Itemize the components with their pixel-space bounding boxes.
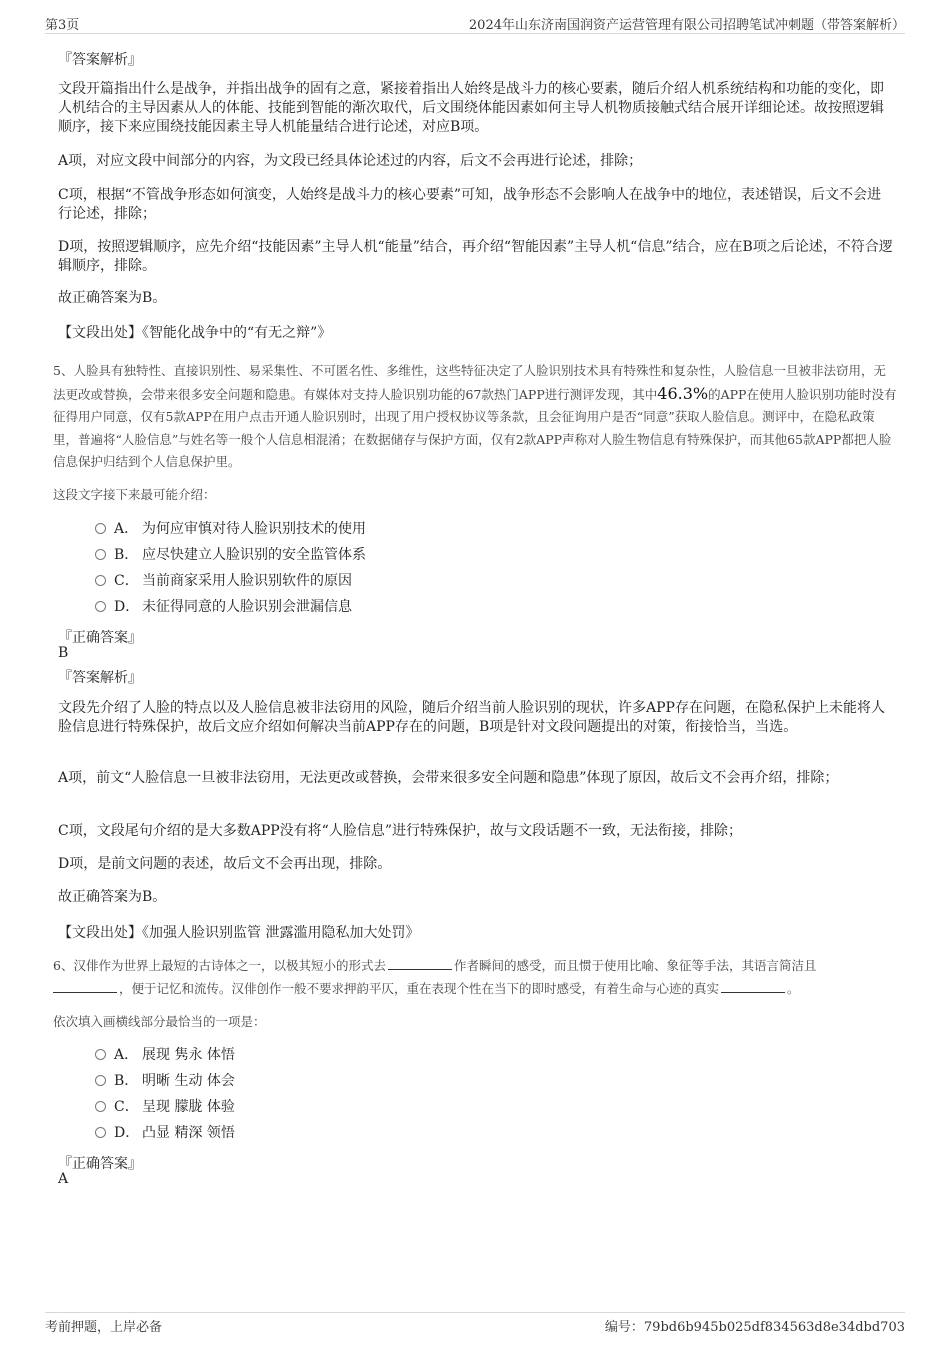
correct-answer-label: 『正确答案』 — [58, 630, 142, 646]
option-text: 展现 隽永 体悟 — [142, 1047, 235, 1063]
option-a[interactable] — [95, 1045, 235, 1065]
radio-icon[interactable] — [95, 523, 106, 534]
radio-icon[interactable] — [95, 1101, 106, 1112]
radio-icon[interactable] — [95, 601, 106, 612]
analysis-paragraph: C项，根据“不管战争形态如何演变，人始终是战斗力的核心要素”可知，战争形态不会影响人在战争中的地位，表述错误，后文不会进行论述，排除； — [58, 187, 882, 222]
analysis-paragraph: 文段先介绍了人脸的特点以及人脸信息被非法窃用的风险，随后介绍当前人脸识别的现状，许多APP存在问题，在隐私保护上未能将人脸信息进行特殊保护，故后文应介绍如何解决当前APP存在的问题，B项是针对文段问题提出的对策，衔接恰当，当选。 — [58, 700, 885, 735]
question-6-text-part: 6、汉俳作为世界上最短的古诗体之一，以极其短小的形式去 — [53, 958, 386, 973]
option-letter: D． — [114, 1125, 140, 1141]
fill-blank-1 — [388, 957, 452, 970]
document-title: 2024年山东济南国润资产运营管理有限公司招聘笔试冲刺题（带答案解析） — [468, 18, 905, 33]
option-text: 呈现 朦胧 体验 — [142, 1099, 235, 1115]
source-citation: 【文段出处】《加强人脸识别监管 泄露滥用隐私加大处罚》 — [58, 925, 420, 941]
question-6-text-part: 作者瞬间的感受，而且惯于使用比喻、象征等手法，其语言简洁且 — [453, 958, 817, 973]
option-c[interactable] — [95, 1097, 235, 1117]
question-5-text — [53, 360, 898, 474]
option-text: 凸显 精深 领悟 — [142, 1125, 235, 1141]
footer-slogan: 考前押题，上岸必备 — [45, 1320, 163, 1335]
radio-icon[interactable] — [95, 1075, 106, 1086]
option-c[interactable] — [95, 571, 352, 591]
option-text: 当前商家采用人脸识别软件的原因 — [142, 573, 352, 589]
analysis-paragraph: D项，按照逻辑顺序，应先介绍“技能因素”主导人机“能量”结合，再介绍“智能因素”主导人机“信息”结合，应在B项之后论述，不符合逻辑顺序，排除。 — [58, 239, 893, 274]
option-letter: A． — [114, 1047, 139, 1063]
option-text: 应尽快建立人脸识别的安全监管体系 — [142, 547, 366, 563]
analysis-label: 『答案解析』 — [58, 52, 142, 68]
question-6-text-part: 。 — [787, 980, 800, 996]
option-b[interactable] — [95, 545, 366, 565]
radio-icon[interactable] — [95, 549, 106, 560]
option-letter: C． — [114, 1099, 139, 1115]
correct-answer-label: 『正确答案』 — [58, 1156, 142, 1172]
page-number: 第3页 — [45, 18, 80, 33]
fill-blank-2 — [53, 980, 117, 993]
correct-answer: B — [58, 645, 69, 661]
analysis-paragraph: A项，前文“人脸信息一旦被非法窃用，无法更改或替换，会带来很多安全问题和隐患”体现了原因，故后文不会再介绍，排除； — [58, 770, 839, 786]
option-a[interactable] — [95, 519, 366, 539]
option-letter: A． — [114, 521, 139, 537]
option-d[interactable] — [95, 597, 352, 617]
analysis-paragraph: C项，文段尾句介绍的是大多数APP没有将“人脸信息”进行特殊保护，故与文段话题不一致，无法衔接，排除； — [58, 823, 742, 839]
analysis-label: 『答案解析』 — [58, 670, 142, 686]
option-text: 为何应审慎对待人脸识别技术的使用 — [142, 521, 366, 537]
fill-blank-3 — [721, 980, 785, 993]
percentage-formula: 46.3% — [657, 383, 709, 403]
question-6-prompt: 依次填入画横线部分最恰当的一项是： — [53, 1014, 266, 1029]
analysis-paragraph: A项，对应文段中间部分的内容，为文段已经具体论述过的内容，后文不会再进行论述，排除； — [58, 153, 643, 169]
analysis-paragraph: D项，是前文问题的表述，故后文不会再出现，排除。 — [58, 856, 392, 872]
option-text: 未征得同意的人脸识别会泄漏信息 — [142, 599, 352, 615]
radio-icon[interactable] — [95, 1049, 106, 1060]
option-letter: C． — [114, 573, 139, 589]
radio-icon[interactable] — [95, 1127, 106, 1138]
radio-icon[interactable] — [95, 575, 106, 586]
analysis-conclusion: 故正确答案为B。 — [58, 889, 167, 905]
footer-divider — [45, 1312, 905, 1313]
question-5-prompt: 这段文字接下来最可能介绍： — [53, 487, 216, 502]
option-letter: B． — [114, 1073, 139, 1089]
analysis-paragraph: 文段开篇指出什么是战争，并指出战争的固有之意，紧接着指出人始终是战斗力的核心要素，随后介绍人机系统结构和功能的变化，即人机结合的主导因素从人的体能、技能到智能的渐次取代，后文围绕体能因素如何主导人机物质接触式结合展开详细论述。故按照逻辑顺序，接下来应围绕技能因素主导人机能量结合进行论述，对应B项。 — [58, 81, 884, 135]
question-6-text — [53, 955, 898, 1000]
question-5-text-before: 5、人脸具有独特性、直接识别性、易采集性、不可匿名性、多维性，这些特征决定了人脸识别技术具有特殊性和复杂性，人脸信息一旦被非法窃用，无法更改或替换，会带来很多安全问题和隐患。有媒体对支持人脸识别功能的67款热门APP进行测评发现，其中 — [53, 363, 886, 402]
option-letter: D． — [114, 599, 140, 615]
document-code: 编号：79bd6b945b025df834563d8e34dbd703 — [604, 1320, 905, 1335]
option-b[interactable] — [95, 1071, 235, 1091]
option-letter: B． — [114, 547, 139, 563]
option-d[interactable] — [95, 1123, 235, 1143]
analysis-conclusion: 故正确答案为B。 — [58, 290, 167, 306]
source-citation: 【文段出处】《智能化战争中的“有无之辩”》 — [58, 325, 332, 341]
question-5-text-after: 的APP在使用人脸识别功能时没有征得用户同意，仅有5款APP在用户点击开通人脸识别时，出现了用户授权协议等条款，且会征询用户是否“同意”获取人脸信息。测评中，在隐私政策里，普遍将“人脸信息”与姓名等一般个人信息相混淆；在数据储存与保护方面，仅有2款APP声称对人脸生物信息有特殊保护，而其他65款APP都把人脸信息保护归结到个人信息保护里。 — [53, 386, 897, 469]
correct-answer: A — [58, 1171, 69, 1187]
header-divider — [45, 33, 905, 34]
question-6-text-part: ，便于记忆和流传。汉俳创作一般不要求押韵平仄，重在表现个性在当下的即时感受，有着生命与心迹的真实 — [119, 980, 720, 996]
option-text: 明晰 生动 体会 — [142, 1073, 235, 1089]
